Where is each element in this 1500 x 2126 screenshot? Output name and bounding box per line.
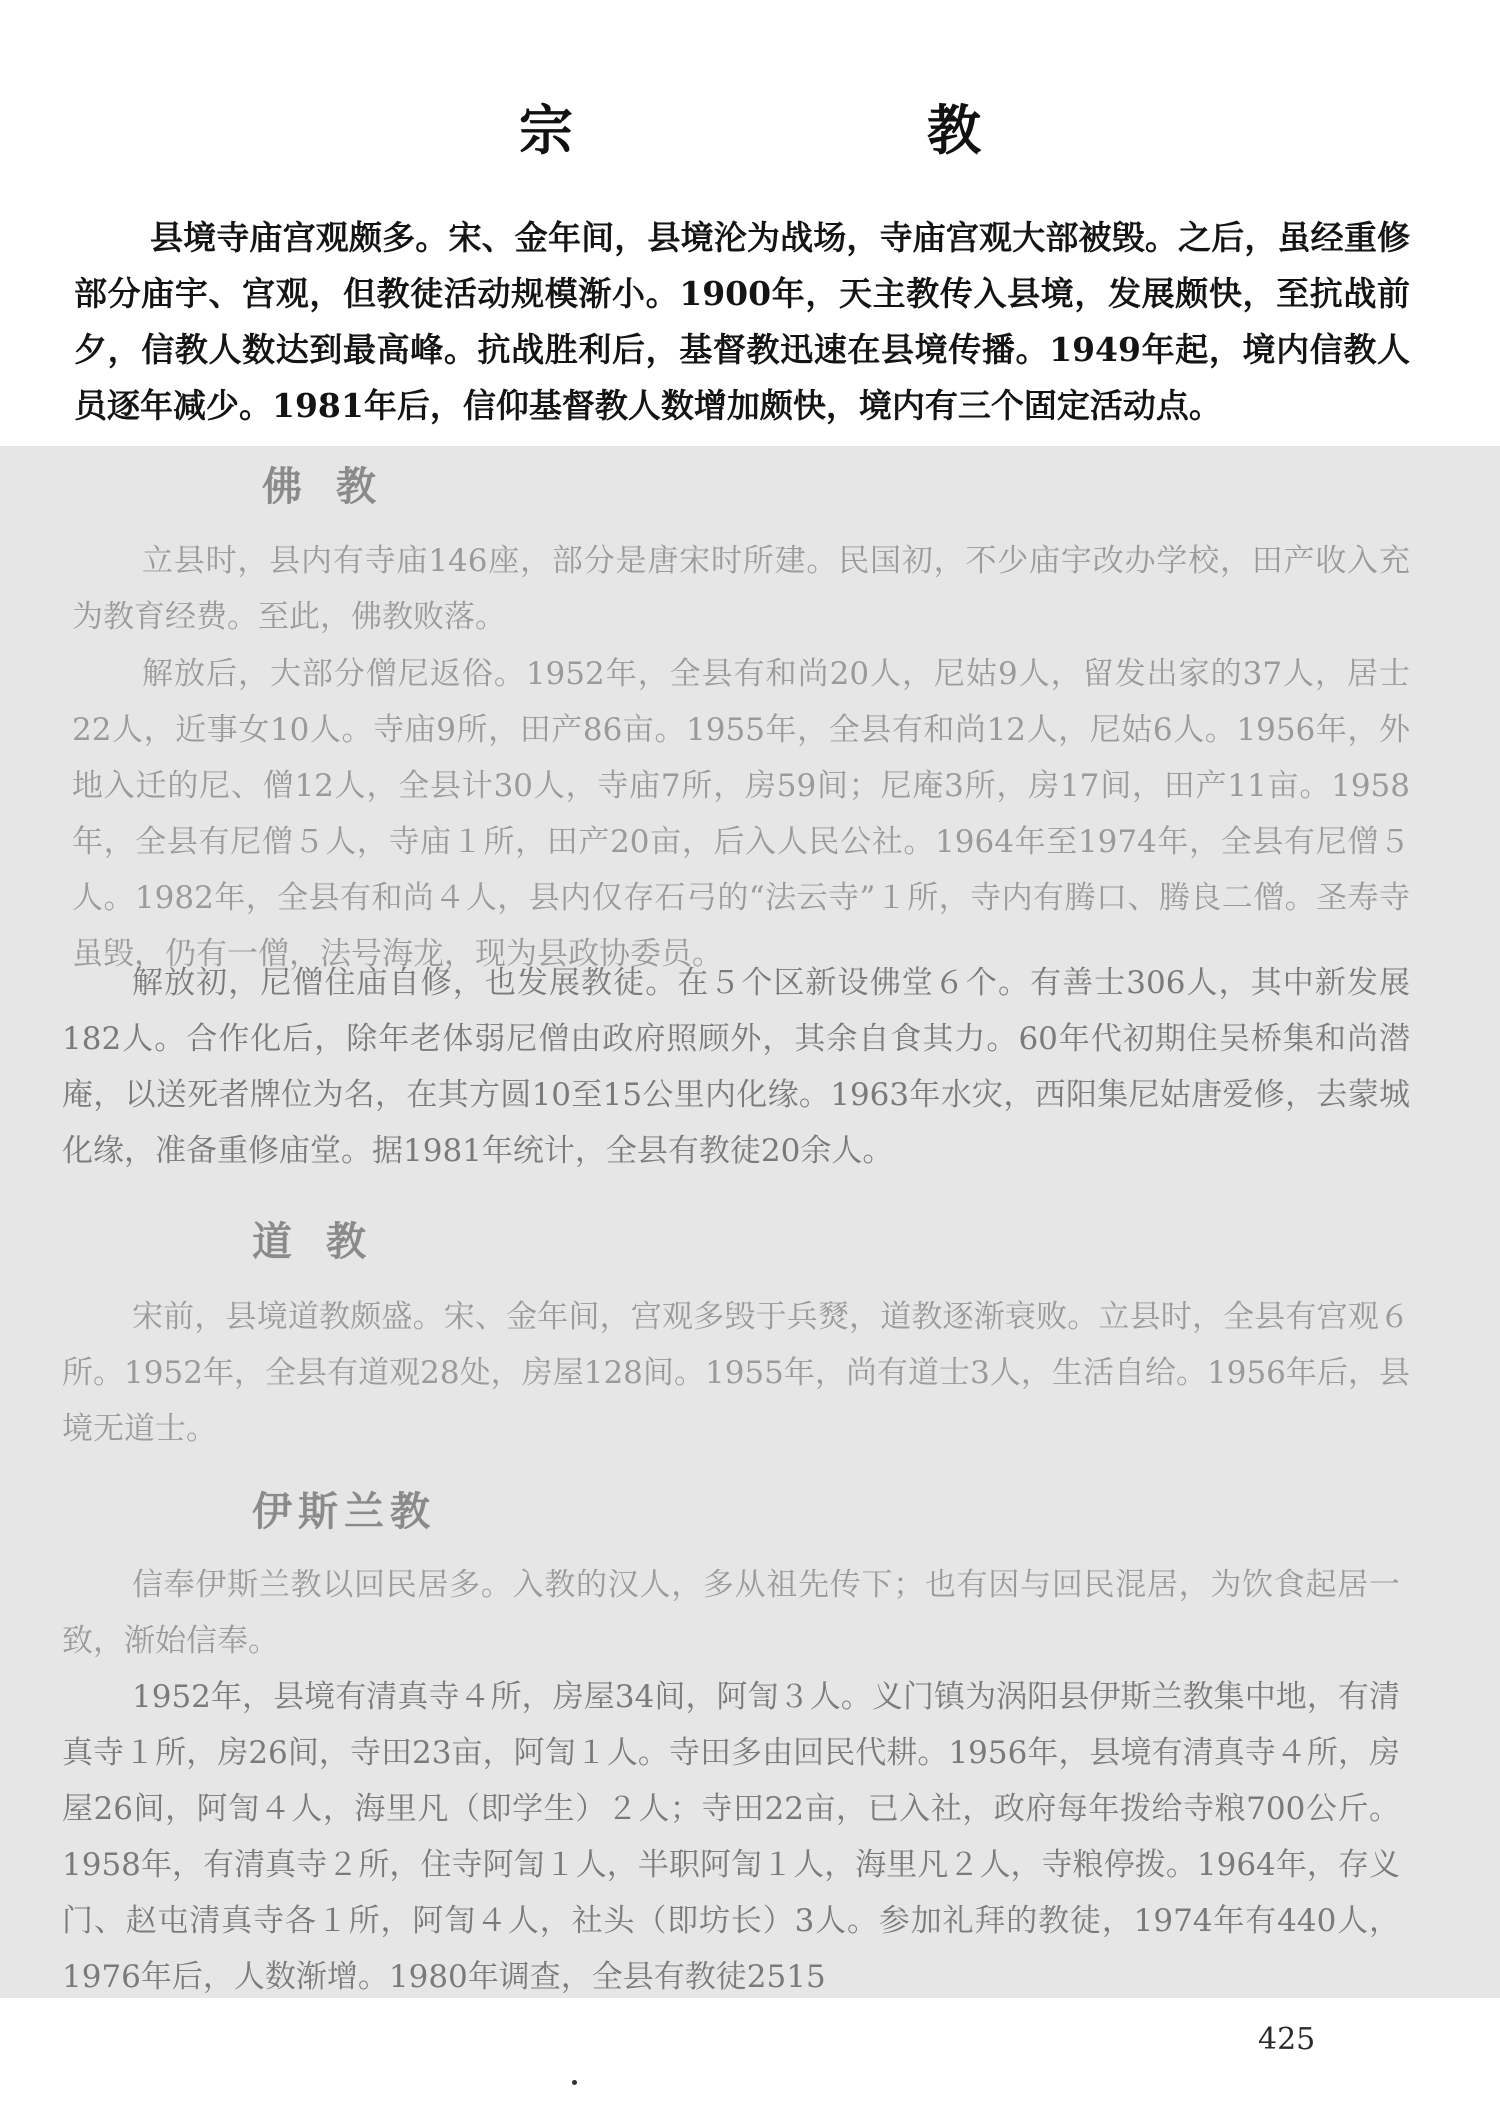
- buddhism-paragraph-2: 解放后，大部分僧尼返俗。1952年，全县有和尚20人，尼姑9人，留发出家的37人，居士22人，近事女10人。寺庙9所，田产86亩。1955年，全县有和尚12人，尼姑6人。1956年，外地入迁的尼、僧12人，全县计30人，寺庙7所，房59间；尼庵3所，房17间，田产11亩。1958年，全县有尼僧５人，寺庙１所，田产20亩，后入人民公社。1964年至1974年，全县有尼僧５人。1982年，全县有和尚４人，县内仅存石弓的“法云寺”１所，寺内有腾口、腾良二僧。圣寿寺虽毁，仍有一僧，法号海龙，现为县政协委员。: [72, 656, 1410, 972]
- section-heading-islam: 伊斯兰教: [252, 1489, 436, 1535]
- islam-paragraph-2: 1952年，县境有清真寺４所，房屋34间，阿訇３人。义门镇为涡阳县伊斯兰教集中地，有清真寺１所，房26间，寺田23亩，阿訇１人。寺田多由回民代耕。1956年，县境有清真寺４所，房屋26间，阿訇４人，海里凡（即学生）２人；寺田22亩，已入社，政府每年拨给寺粮700公斤。1958年，有清真寺２所，住寺阿訇１人，半职阿訇１人，海里凡２人，寺粮停拨。1964年，存义门、赵屯清真寺各１所，阿訇４人，社头（即坊长）3人。参加礼拜的教徒，1974年有440人，1976年后，人数渐增。1980年调查，全县有教徒2515: [62, 1679, 1400, 1995]
- page-number: 425: [1258, 2022, 1316, 2057]
- page-title: 宗 教: [519, 99, 1131, 162]
- buddhism-paragraph-3: 解放初，尼僧住庙自修，也发展教徒。在５个区新设佛堂６个。有善士306人，其中新发展182人。合作化后，除年老体弱尼僧由政府照顾外，其余自食其力。60年代初期住吴桥集和尚潜庵，以送死者牌位为名，在其方圆10至15公里内化缘。1963年水灾，西阳集尼姑唐爱修，去蒙城化缘，准备重修庙堂。据1981年统计，全县有教徒20余人。: [62, 965, 1410, 1169]
- print-dot: [572, 2080, 577, 2085]
- section-heading-buddhism: 佛教: [262, 464, 410, 510]
- taoism-paragraph-1: 宋前，县境道教颇盛。宋、金年间，宫观多毁于兵燹，道教逐渐衰败。立县时，全县有宫观６所。1952年，全县有道观28处，房屋128间。1955年，尚有道士3人，生活自给。1956年后，县境无道士。: [62, 1299, 1410, 1447]
- section-heading-taoism: 道教: [252, 1219, 400, 1265]
- buddhism-paragraph-1: 立县时，县内有寺庙146座，部分是唐宋时所建。民国初，不少庙宇改办学校，田产收入充为教育经费。至此，佛教败落。: [72, 543, 1410, 635]
- intro-paragraph: 县境寺庙宫观颇多。宋、金年间，县境沦为战场，寺庙宫观大部被毁。之后，虽经重修部分庙宇、宫观，但教徒活动规模渐小。1900年，天主教传入县境，发展颇快，至抗战前夕，信教人数达到最高峰。抗战胜利后，基督教迅速在县境传播。1949年起，境内信教人员逐年减少。1981年后，信仰基督教人数增加颇快，境内有三个固定活动点。: [74, 218, 1410, 425]
- islam-paragraph-1: 信奉伊斯兰教以回民居多。入教的汉人，多从祖先传下；也有因与回民混居，为饮食起居一致，渐始信奉。: [62, 1567, 1400, 1659]
